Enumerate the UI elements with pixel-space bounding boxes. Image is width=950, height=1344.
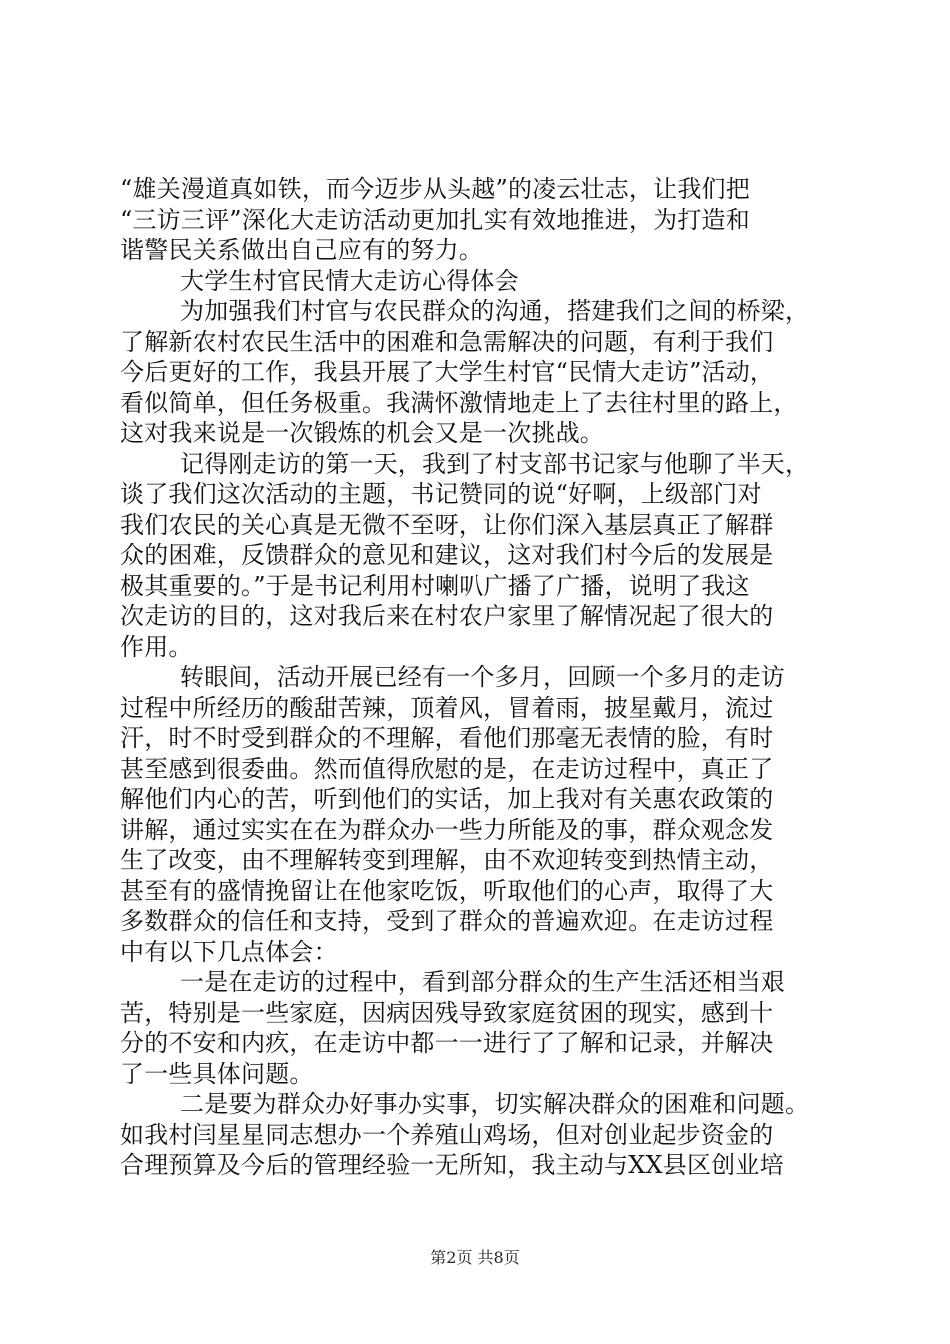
text-line: 甚至有的盛情挽留让在他家吃饭，听取他们的心声，取得了大 (120, 876, 774, 905)
text-line: 次走访的目的，这对我后来在村农户家里了解情况起了很大的 (120, 602, 774, 630)
text-line: 中有以下几点体会： (120, 937, 338, 966)
text-line: “三访三评”深化大走访活动更加扎实有效地推进，为打造和 (120, 205, 750, 234)
text-line: 甚至感到很委曲。然而值得欣慰的是，在走访过程中，真正了 (120, 754, 774, 783)
text-line: 了解新农村农民生活中的困难和急需解决的问题，有利于我们 (120, 327, 774, 356)
text-line: 众的困难，反馈群众的意见和建议，这对我们村今后的发展是 (120, 541, 774, 569)
paragraph-first-line: 为加强我们村官与农民群众的沟通，搭建我们之间的桥梁， (180, 297, 810, 325)
page-footer (0, 1248, 950, 1268)
text-line: 解他们内心的苦，听到他们的实话，加上我对有关惠农政策的 (120, 785, 774, 813)
text-line: 极其重要的。”于是书记利用村喇叭广播了广播，说明了我这 (120, 571, 750, 600)
text-line: 了一些具体问题。 (120, 1059, 314, 1088)
text-line: 看似简单，但任务极重。我满怀激情地走上了去往村里的路上， (120, 388, 798, 417)
text-line: 汗，时不时受到群众的不理解，看他们那毫无表情的脸，有时 (120, 724, 774, 752)
text-line: 多数群众的信任和支持，受到了群众的普遍欢迎。在走访过程 (120, 907, 774, 935)
text-line: 分的不安和内疚，在走访中都一一进行了了解和记录，并解决 (120, 1029, 774, 1057)
text-line: 这对我来说是一次锻炼的机会又是一次挑战。 (120, 419, 604, 447)
text-line: 过程中所经历的酸甜苦辣，顶着风，冒着雨，披星戴月，流过 (120, 693, 774, 722)
text-line: 合理预算及今后的管理经验一无所知，我主动与XX县区创业培 (120, 1151, 784, 1179)
page-number-label: 第2页 共8页 (430, 1248, 520, 1267)
text-line: 作用。 (120, 632, 193, 661)
text-line: 谐警民关系做出自己应有的努力。 (120, 236, 483, 264)
section-title: 大学生村官民情大走访心得体会 (180, 266, 519, 295)
text-line: 讲解，通过实实在在为群众办一些力所能及的事，群众观念发 (120, 815, 774, 844)
text-line: 今后更好的工作，我县开展了大学生村官“民情大走访”活动， (120, 358, 775, 386)
text-line: 如我村闫星星同志想办一个养殖山鸡场，但对创业起步资金的 (120, 1120, 774, 1149)
paragraph-first-line: 一是在走访的过程中，看到部分群众的生产生活还相当艰 (180, 968, 785, 996)
text-line: “雄关漫道真如铁，而今迈步从头越”的凌云壮志，让我们把 (120, 175, 750, 203)
text-line: 我们农民的关心真是无微不至呀，让你们深入基层真正了解群 (120, 510, 774, 539)
document-body (120, 174, 840, 1181)
paragraph-first-line: 二是要为群众办好事办实事，切实解决群众的困难和问题。 (180, 1090, 810, 1118)
paragraph-first-line: 记得刚走访的第一天，我到了村支部书记家与他聊了半天， (180, 449, 810, 478)
text-line: 生了改变，由不理解转变到理解，由不欢迎转变到热情主动， (120, 846, 774, 874)
paragraph-first-line: 转眼间，活动开展已经有一个多月，回顾一个多月的走访 (180, 663, 785, 691)
text-line: 谈了我们这次活动的主题，书记赞同的说“好啊，上级部门对 (120, 480, 762, 508)
text-line: 苦，特别是一些家庭，因病因残导致家庭贫困的现实，感到十 (120, 998, 774, 1027)
